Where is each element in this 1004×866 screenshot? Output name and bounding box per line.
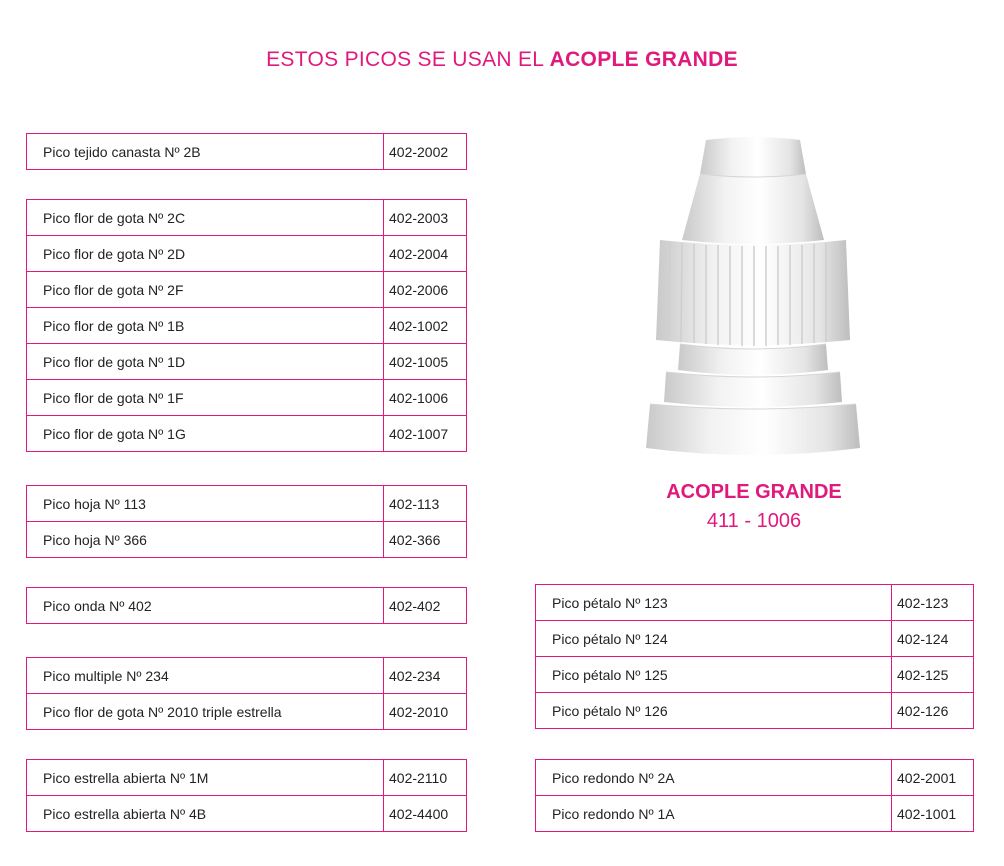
tip-name: Pico flor de gota Nº 1F: [27, 380, 384, 416]
tip-code: 402-234: [384, 658, 467, 694]
page-title: [0, 48, 1004, 72]
tips-table-basket: [26, 133, 467, 170]
tip-name: Pico pétalo Nº 125: [536, 657, 892, 693]
table-row: [27, 380, 467, 416]
table-row: [27, 416, 467, 452]
tip-name: Pico tejido canasta Nº 2B: [27, 134, 384, 170]
table-row: [536, 657, 974, 693]
tip-code: 402-2002: [384, 134, 467, 170]
table-row: [536, 760, 974, 796]
product-name: ACOPLE GRANDE: [666, 481, 842, 503]
tip-code: 402-125: [892, 657, 974, 693]
tip-name: Pico flor de gota Nº 2010 triple estrella: [27, 694, 384, 730]
tip-code: 402-2001: [892, 760, 974, 796]
title-bold: ACOPLE GRANDE: [549, 48, 738, 71]
tip-code: 402-126: [892, 693, 974, 729]
product-code: 411 - 1006: [706, 510, 802, 532]
table-row: [27, 486, 467, 522]
table-row: [27, 236, 467, 272]
table-row: [27, 588, 467, 624]
tip-name: Pico pétalo Nº 123: [536, 585, 892, 621]
tip-name: Pico multiple Nº 234: [27, 658, 384, 694]
tip-code: 402-123: [892, 585, 974, 621]
tip-code: 402-402: [384, 588, 467, 624]
tip-name: Pico flor de gota Nº 2D: [27, 236, 384, 272]
tip-code: 402-1001: [892, 796, 974, 832]
tip-name: Pico flor de gota Nº 1B: [27, 308, 384, 344]
tip-code: 402-2004: [384, 236, 467, 272]
table-row: [27, 134, 467, 170]
tip-name: Pico hoja Nº 366: [27, 522, 384, 558]
tips-table-wave: [26, 587, 467, 624]
tip-code: 402-1006: [384, 380, 467, 416]
tip-code: 402-1005: [384, 344, 467, 380]
tip-name: Pico redondo Nº 2A: [536, 760, 892, 796]
tip-code: 402-2010: [384, 694, 467, 730]
tip-name: Pico estrella abierta Nº 1M: [27, 760, 384, 796]
tip-name: Pico onda Nº 402: [27, 588, 384, 624]
tips-table-petal: [535, 584, 974, 729]
tip-name: Pico hoja Nº 113: [27, 486, 384, 522]
tip-code: 402-124: [892, 621, 974, 657]
tip-name: Pico flor de gota Nº 2F: [27, 272, 384, 308]
table-row: [536, 693, 974, 729]
table-row: [536, 621, 974, 657]
tips-table-drop-flower: [26, 199, 467, 452]
table-row: [27, 344, 467, 380]
table-row: [536, 585, 974, 621]
tip-code: 402-366: [384, 522, 467, 558]
table-row: [27, 200, 467, 236]
tip-code: 402-2006: [384, 272, 467, 308]
tip-name: Pico flor de gota Nº 1G: [27, 416, 384, 452]
tip-code: 402-2110: [384, 760, 467, 796]
tip-name: Pico redondo Nº 1A: [536, 796, 892, 832]
tip-code: 402-1007: [384, 416, 467, 452]
tip-code: 402-4400: [384, 796, 467, 832]
tips-table-open-star: [26, 759, 467, 832]
table-row: [27, 272, 467, 308]
tip-code: 402-113: [384, 486, 467, 522]
tip-code: 402-2003: [384, 200, 467, 236]
table-row: [27, 796, 467, 832]
table-row: [27, 658, 467, 694]
tip-name: Pico flor de gota Nº 2C: [27, 200, 384, 236]
tip-name: Pico pétalo Nº 124: [536, 621, 892, 657]
table-row: [27, 760, 467, 796]
tips-table-leaf: [26, 485, 467, 558]
tips-table-round: [535, 759, 974, 832]
table-row: [27, 694, 467, 730]
tip-code: 402-1002: [384, 308, 467, 344]
table-row: [27, 308, 467, 344]
table-row: [536, 796, 974, 832]
title-prefix: ESTOS PICOS SE USAN EL: [266, 48, 550, 71]
table-row: [27, 522, 467, 558]
tip-name: Pico flor de gota Nº 1D: [27, 344, 384, 380]
tips-table-multiple: [26, 657, 467, 730]
tip-name: Pico pétalo Nº 126: [536, 693, 892, 729]
tip-name: Pico estrella abierta Nº 4B: [27, 796, 384, 832]
acople-grande-image: [640, 132, 866, 462]
